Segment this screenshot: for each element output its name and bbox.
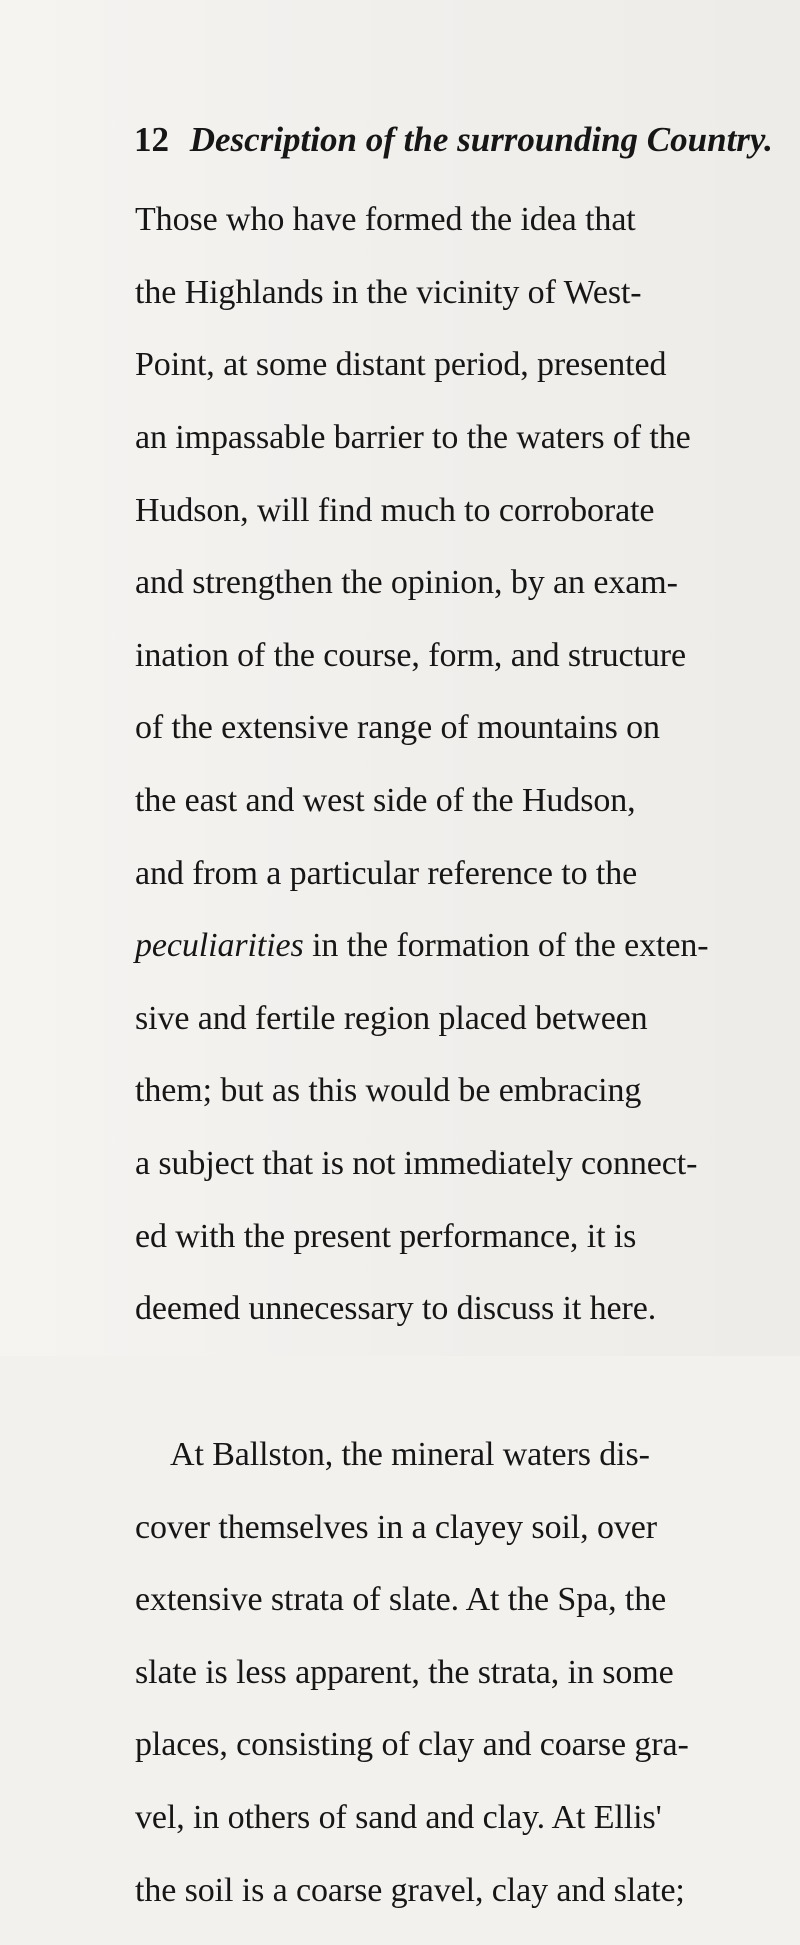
text-line: ed with the present performance, it is	[135, 1217, 637, 1255]
text-line: them; but as this would be embracing	[135, 1072, 642, 1110]
running-title: Description of the surrounding Country.	[189, 120, 773, 159]
text-line: the Highlands in the vicinity of West-	[135, 273, 642, 311]
text-line: deemed unnecessary to discuss it here.	[135, 1290, 657, 1328]
text-line: and from a particular reference to the	[135, 854, 638, 892]
text-line: slate is less apparent, the strata, in some	[135, 1653, 674, 1691]
body-text	[135, 166, 720, 1945]
text-line: At Ballston, the mineral waters dis-	[170, 1436, 650, 1474]
text-line: Point, at some distant period, presented	[135, 346, 667, 384]
text-line: an impassable barrier to the waters of the	[135, 419, 691, 457]
page-number: 12	[134, 120, 169, 159]
text-line: the east and west side of the Hudson,	[135, 782, 636, 820]
italic-line-rest: in the formation of the exten-	[303, 927, 709, 965]
text-line: ination of the course, form, and structure	[135, 636, 686, 674]
text-line: extensive strata of slate. At the Spa, the	[135, 1581, 667, 1619]
text-line: and strengthen the opinion, by an exam-	[135, 564, 678, 602]
text-line: the soil is a coarse gravel, clay and slate;	[135, 1871, 685, 1909]
text-line: Hudson, will find much to corroborate	[135, 491, 655, 529]
text-line: vel, in others of sand and clay. At Ellis'	[135, 1799, 662, 1837]
paragraph-2	[135, 1401, 720, 1945]
page-header	[134, 118, 773, 162]
text-line: Those who have formed the idea that	[135, 201, 636, 239]
text-line: places, consisting of clay and coarse gra-	[135, 1726, 689, 1764]
paragraph-1	[135, 166, 720, 1364]
text-line-italic	[135, 928, 720, 964]
text-line: of the extensive range of mountains on	[135, 709, 660, 747]
text-line: sive and fertile region placed between	[135, 999, 648, 1037]
text-line: cover themselves in a clayey soil, over	[135, 1508, 657, 1546]
italic-phrase: peculiarities	[135, 927, 304, 965]
text-line: a subject that is not immediately connect-	[135, 1145, 698, 1183]
